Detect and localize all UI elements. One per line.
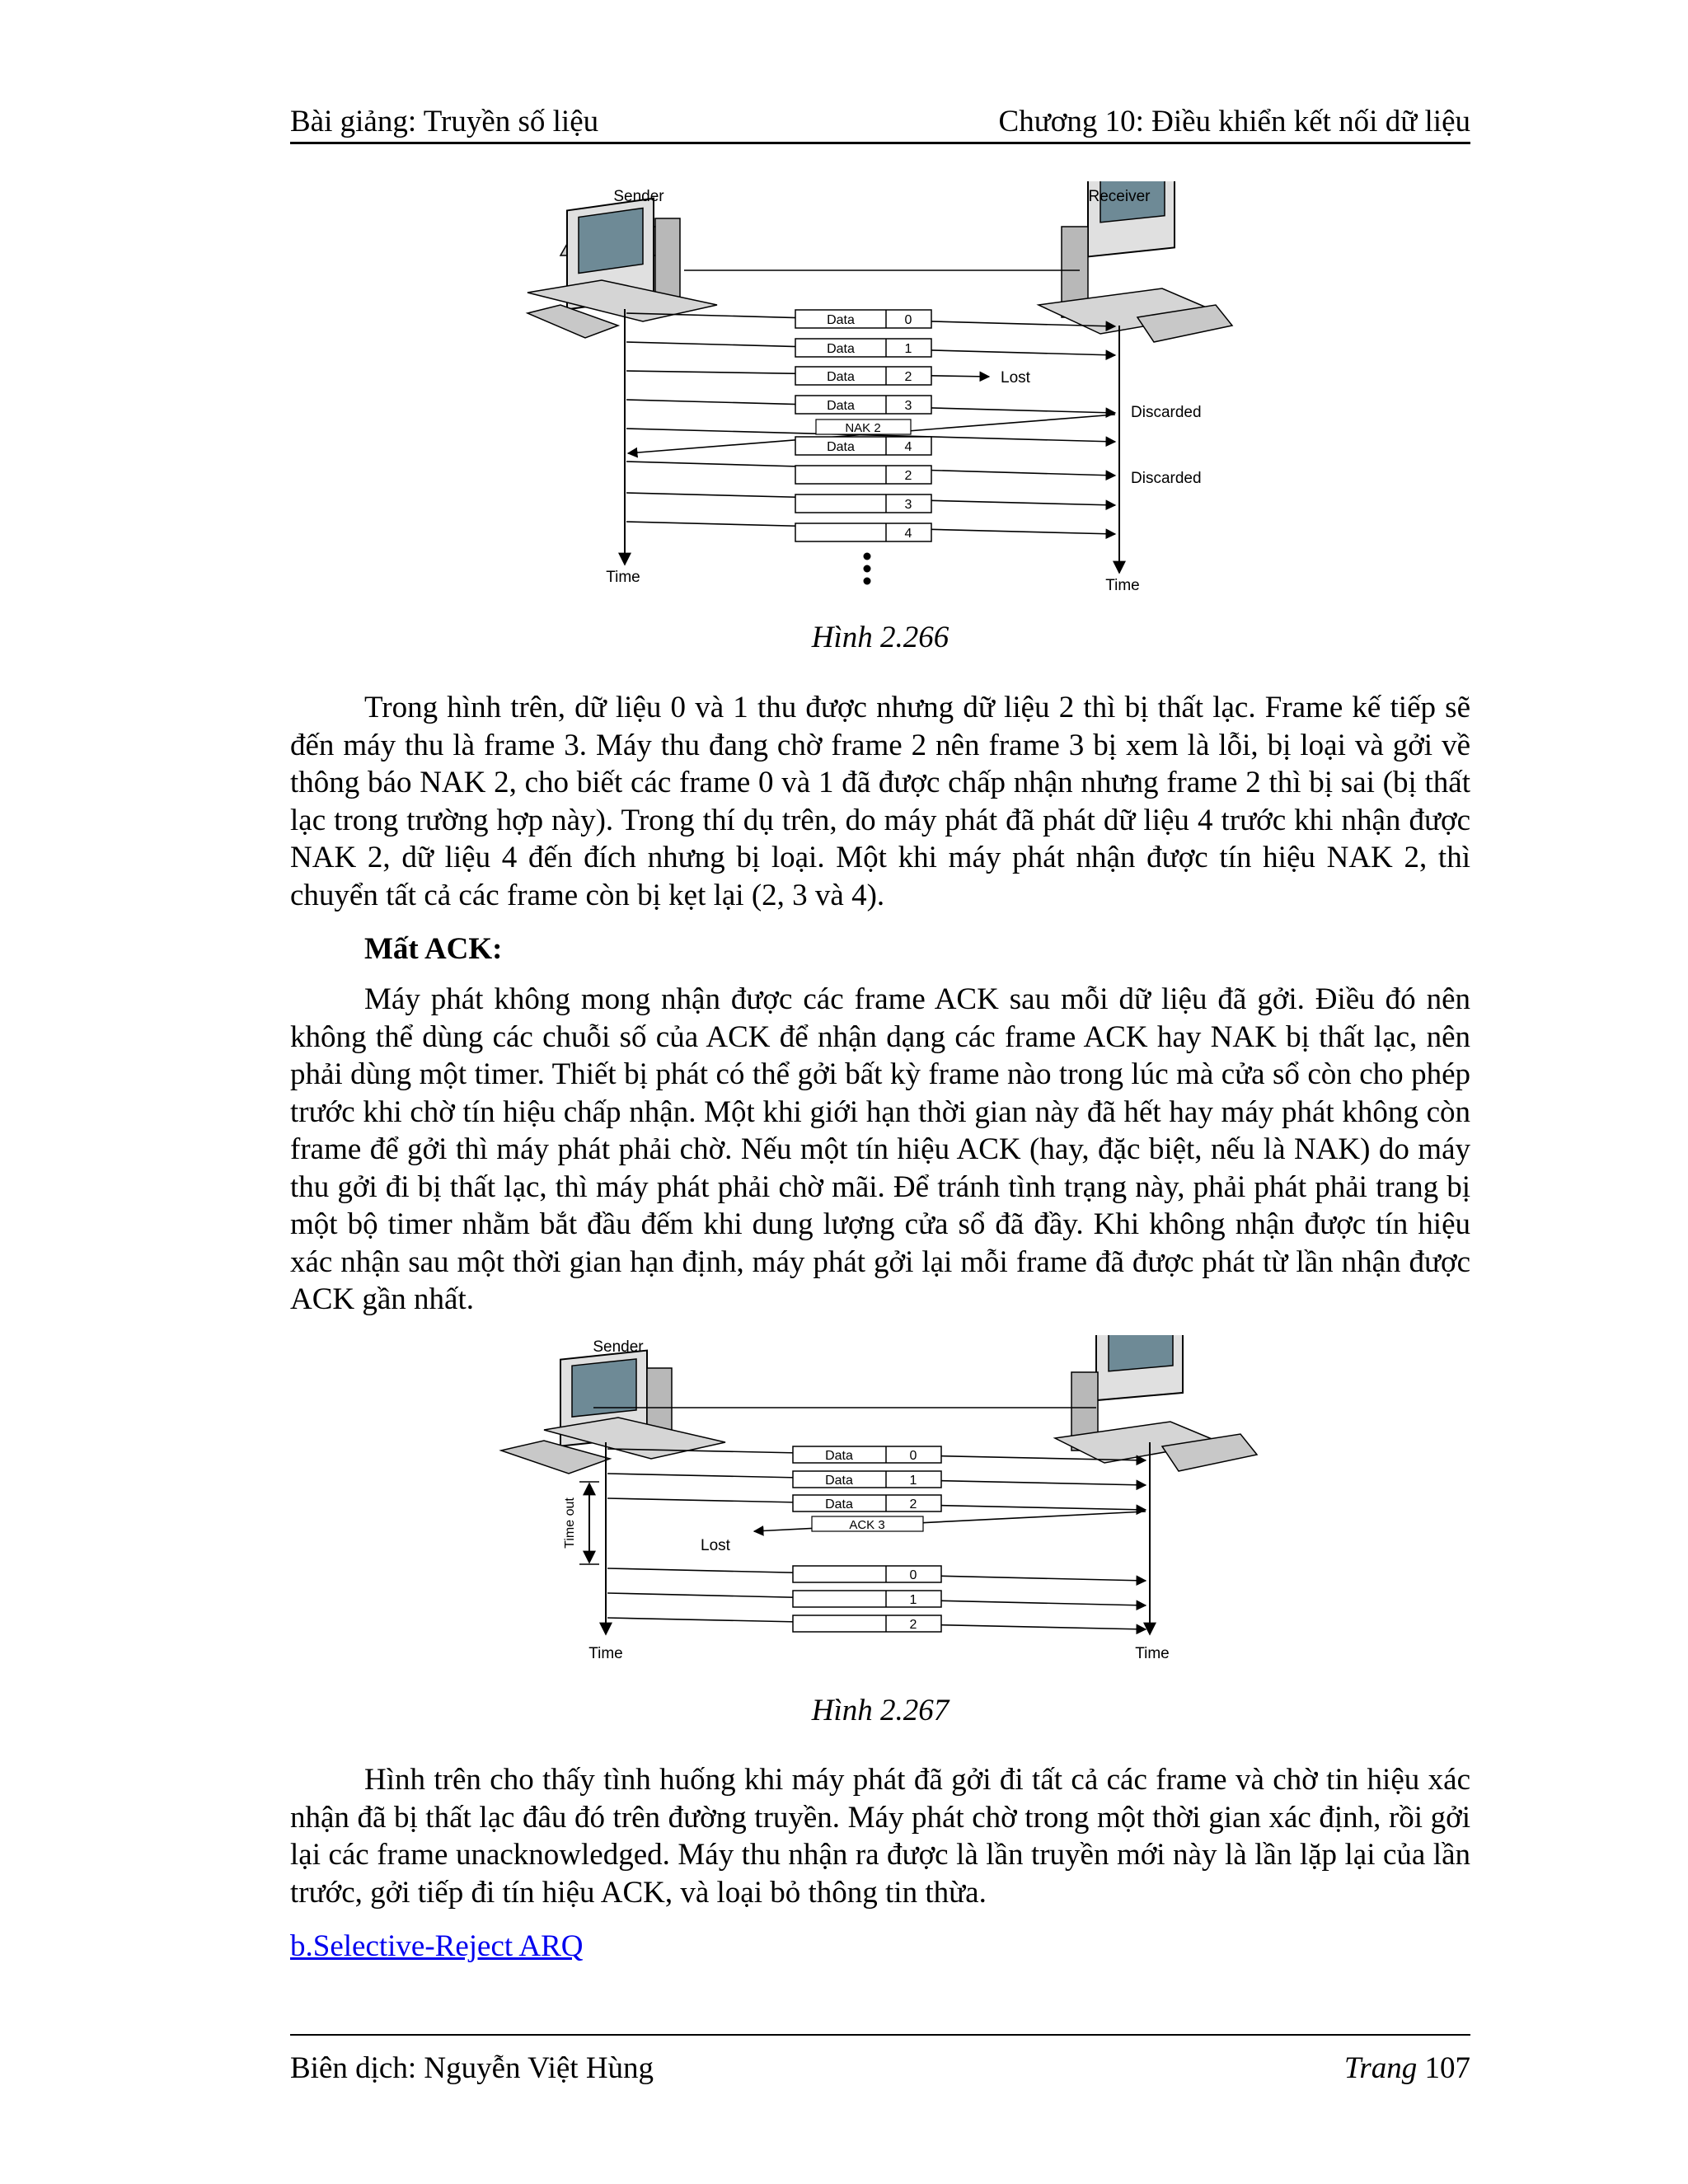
section-link-selective-reject[interactable]: b.Selective-Reject ARQ	[290, 1929, 584, 1963]
frame-box	[793, 1591, 941, 1607]
receiver-time-label: Time	[1105, 577, 1140, 594]
figure-2-266-diagram	[511, 181, 1253, 602]
figure-2-266	[511, 181, 1253, 602]
section-subheading: Mất ACK:	[364, 932, 503, 966]
page-number: 107	[1424, 2051, 1470, 2085]
discarded-label-2: Discarded	[1131, 470, 1202, 487]
frame-box	[793, 1446, 941, 1463]
frame-number: 4	[904, 527, 912, 541]
page-word: Trang	[1343, 2051, 1418, 2085]
figure-caption-2: Hình 2.267	[811, 1694, 950, 1727]
lost-label: Lost	[1001, 369, 1030, 387]
frame-number: 0	[909, 1449, 917, 1463]
frame-box	[795, 310, 931, 328]
frame-number: 1	[909, 1474, 917, 1488]
frame-number: 1	[909, 1593, 917, 1607]
frame-box	[793, 1495, 941, 1511]
receiver-label: Receiver	[1088, 188, 1151, 205]
frame-number: 4	[904, 440, 912, 454]
frame-box	[795, 494, 931, 513]
figure-2-267	[495, 1335, 1269, 1665]
frame-box	[795, 396, 931, 414]
nak-box	[816, 419, 911, 435]
frame-number: 1	[904, 342, 912, 356]
frame-box	[795, 523, 931, 541]
figure-caption-1: Hình 2.266	[811, 621, 950, 654]
receiver-time-label: Time	[1135, 1645, 1170, 1662]
frame-box	[795, 339, 931, 357]
sender-label: Sender	[593, 1338, 644, 1356]
sender-label: Sender	[613, 188, 664, 205]
frame-number: 2	[904, 370, 912, 384]
paragraph-3: Hình trên cho thấy tình huống khi máy phát đã gởi đi tất cả các frame và chờ tin hiệu xác nhận đã bị thất lạc đâu đó trên đường truyền. Máy phát chờ trong một thời gian xác định, rồi gởi lại các frame unacknowledged. Máy thu nhận ra được là lần truyền mới này là lần lặp lại của lần trước, gởi tiếp đi tín hiệu ACK, và loại bỏ thông tin thừa.	[290, 1763, 1470, 1910]
timeout-label: Time out	[563, 1497, 577, 1549]
ack-box	[812, 1516, 923, 1532]
page-footer	[290, 2034, 1470, 2085]
frame-number: 0	[904, 313, 912, 327]
page-header	[290, 101, 1470, 144]
frame-label: Data	[827, 370, 855, 384]
frame-label: Data	[825, 1474, 853, 1488]
header-course-title: Bài giảng: Truyền số liệu	[290, 105, 599, 138]
continuation-dots	[864, 553, 871, 585]
sender-computer-icon	[501, 1351, 725, 1474]
footer-translator: Biên dịch: Nguyễn Việt Hùng	[290, 2051, 654, 2085]
footer-page-number	[1344, 2050, 1470, 2086]
nak-label: NAK 2	[845, 421, 881, 435]
frame-label: Data	[825, 1497, 853, 1511]
sender-time-label: Time	[588, 1645, 623, 1662]
frame-box	[795, 437, 931, 455]
receiver-computer-icon	[1039, 181, 1232, 342]
figure-2-267-diagram	[495, 1335, 1269, 1665]
frame-box	[793, 1615, 941, 1632]
frame-label: Data	[827, 440, 855, 454]
paragraph-1: Trong hình trên, dữ liệu 0 và 1 thu được nhưng dữ liệu 2 thì bị thất lạc. Frame kế tiếp sẽ đến máy thu là frame 3. Máy thu đang chờ frame 2 nên frame 3 bị xem là lỗi, bị loại và gởi về thông báo NAK 2, cho biết các frame 0 và 1 đã được chấp nhận nhưng frame 2 thì bị sai (bị thất lạc trong trường hợp này). Trong thí dụ trên, do máy phát đã phát dữ liệu 4 trước khi nhận được NAK 2, dữ liệu 4 đến đích nhưng bị loại. Một khi máy phát nhận được tín hiệu NAK 2, thì chuyển tất cả các frame còn bị kẹt lại (2, 3 và 4).	[290, 691, 1470, 912]
frame-box	[795, 466, 931, 484]
frame-number: 2	[904, 469, 912, 483]
lost-label: Lost	[701, 1537, 730, 1554]
frame-label: Data	[827, 342, 855, 356]
frame-number: 3	[904, 399, 912, 413]
discarded-label-1: Discarded	[1131, 404, 1202, 421]
frame-box	[795, 367, 931, 385]
paragraph-2: Máy phát không mong nhận được các frame ACK sau mỗi dữ liệu đã gởi. Điều đó nên không thể dùng các chuỗi số của ACK để nhận dạng các frame ACK hay NAK bị thất lạc, nên phải dùng một timer. Thiết bị phát có thể gởi bất kỳ frame nào trong lúc mà cửa sổ còn cho phép trước khi chờ tín hiệu chấp nhận. Một khi giới hạn thời gian này đã hết hay máy phát không còn frame để gởi thì máy phát phải chờ. Nếu một tín hiệu ACK (hay, đặc biệt, nếu là NAK) do máy thu gởi đi bị thất lạc, thì máy phát phải chờ mãi. Để tránh tình trạng này, phải phát phải trang bị một bộ timer nhằm bắt đầu đếm khi dung lượng cửa sổ đã đầy. Khi không nhận được tín hiệu xác nhận sau một thời gian hạn định, máy phát gởi lại mỗi frame đã được phát từ lần nhận được ACK gần nhất.	[290, 982, 1470, 1316]
frame-number: 2	[909, 1497, 917, 1511]
timeout-bracket	[579, 1482, 599, 1564]
ack-label: ACK 3	[849, 1518, 885, 1532]
header-chapter-title: Chương 10: Điều khiển kết nối dữ liệu	[998, 105, 1470, 138]
frame-label: Data	[825, 1449, 853, 1463]
frame-number: 3	[904, 498, 912, 512]
frame-label: Data	[827, 313, 855, 327]
frame-number: 0	[909, 1568, 917, 1582]
frame-box	[793, 1471, 941, 1488]
frame-label: Data	[827, 399, 855, 413]
sender-time-label: Time	[606, 569, 640, 586]
receiver-computer-icon	[1055, 1335, 1257, 1471]
frame-number: 2	[909, 1618, 917, 1632]
frame-box	[793, 1566, 941, 1582]
sender-computer-icon	[528, 199, 717, 338]
